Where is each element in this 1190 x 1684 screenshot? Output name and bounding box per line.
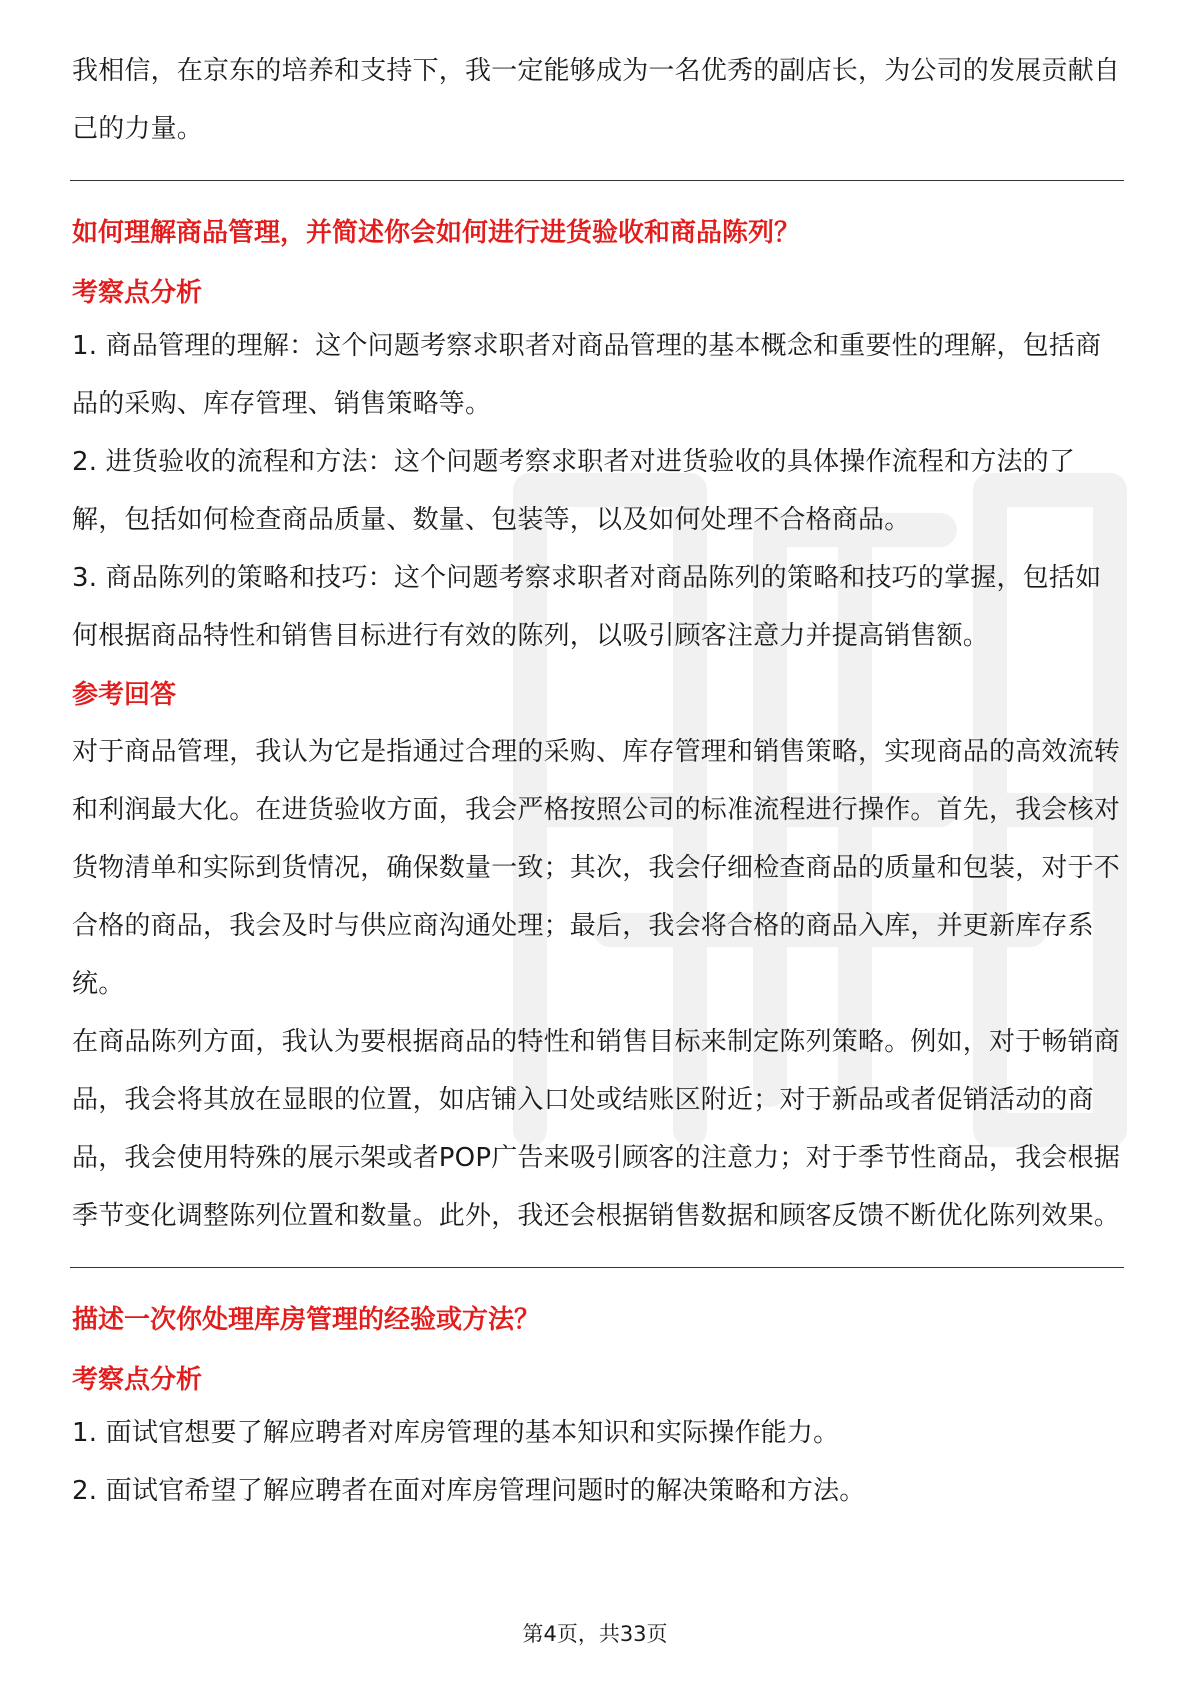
section-divider (70, 180, 1124, 181)
analysis-item: 1. 商品管理的理解：这个问题考察求职者对商品管理的基本概念和重要性的理解，包括商品的采购、库存管理、销售策略等。 (72, 331, 1102, 419)
analysis-list (72, 1404, 1122, 1520)
analysis-item: 3. 商品陈列的策略和技巧：这个问题考察求职者对商品陈列的策略和技巧的掌握，包括如何根据商品特性和销售目标进行有效的陈列，以吸引顾客注意力并提高销售额。 (72, 563, 1102, 651)
question-section-1 (72, 215, 1122, 1245)
page-number: 第4页，共33页 (522, 1622, 668, 1646)
answer-body (72, 723, 1122, 1245)
answer-paragraph: 在商品陈列方面，我认为要根据商品的特性和销售目标来制定陈列策略。例如，对于畅销商品，我会将其放在显眼的位置，如店铺入口处或结账区附近；对于新品或者促销活动的商品，我会使用特殊的展示架或者POP广告来吸引顾客的注意力；对于季节性商品，我会根据季节变化调整陈列位置和数量。此外，我还会根据销售数据和顾客反馈不断优化陈列效果。 (72, 1027, 1121, 1231)
question-title: 描述一次你处理库房管理的经验或方法？ (72, 1305, 541, 1335)
analysis-item: 1. 面试官想要了解应聘者对库房管理的基本知识和实际操作能力。 (72, 1418, 840, 1448)
question-title: 如何理解商品管理，并简述你会如何进行进货验收和商品陈列？ (72, 218, 801, 248)
analysis-label: 考察点分析 (72, 1365, 203, 1395)
answer-paragraph: 对于商品管理，我认为它是指通过合理的采购、库存管理和销售策略，实现商品的高效流转和利润最大化。在进货验收方面，我会严格按照公司的标准流程进行操作。首先，我会核对货物清单和实际到货情况，确保数量一致；其次，我会仔细检查商品的质量和包装，对于不合格的商品，我会及时与供应商沟通处理；最后，我会将合格的商品入库，并更新库存系统。 (72, 737, 1121, 999)
analysis-list (72, 317, 1122, 665)
analysis-label: 考察点分析 (72, 278, 203, 308)
intro-paragraph: 我相信，在京东的培养和支持下，我一定能够成为一名优秀的副店长，为公司的发展贡献自己的力量。 (72, 56, 1121, 144)
question-section-2 (72, 1302, 1122, 1520)
analysis-item: 2. 面试官希望了解应聘者在面对库房管理问题时的解决策略和方法。 (72, 1476, 866, 1506)
analysis-item: 2. 进货验收的流程和方法：这个问题考察求职者对进货验收的具体操作流程和方法的了解，包括如何检查商品质量、数量、包装等，以及如何处理不合格商品。 (72, 447, 1076, 535)
document-page (72, 0, 1122, 1520)
section-divider (70, 1267, 1124, 1268)
answer-label: 参考回答 (72, 680, 177, 710)
